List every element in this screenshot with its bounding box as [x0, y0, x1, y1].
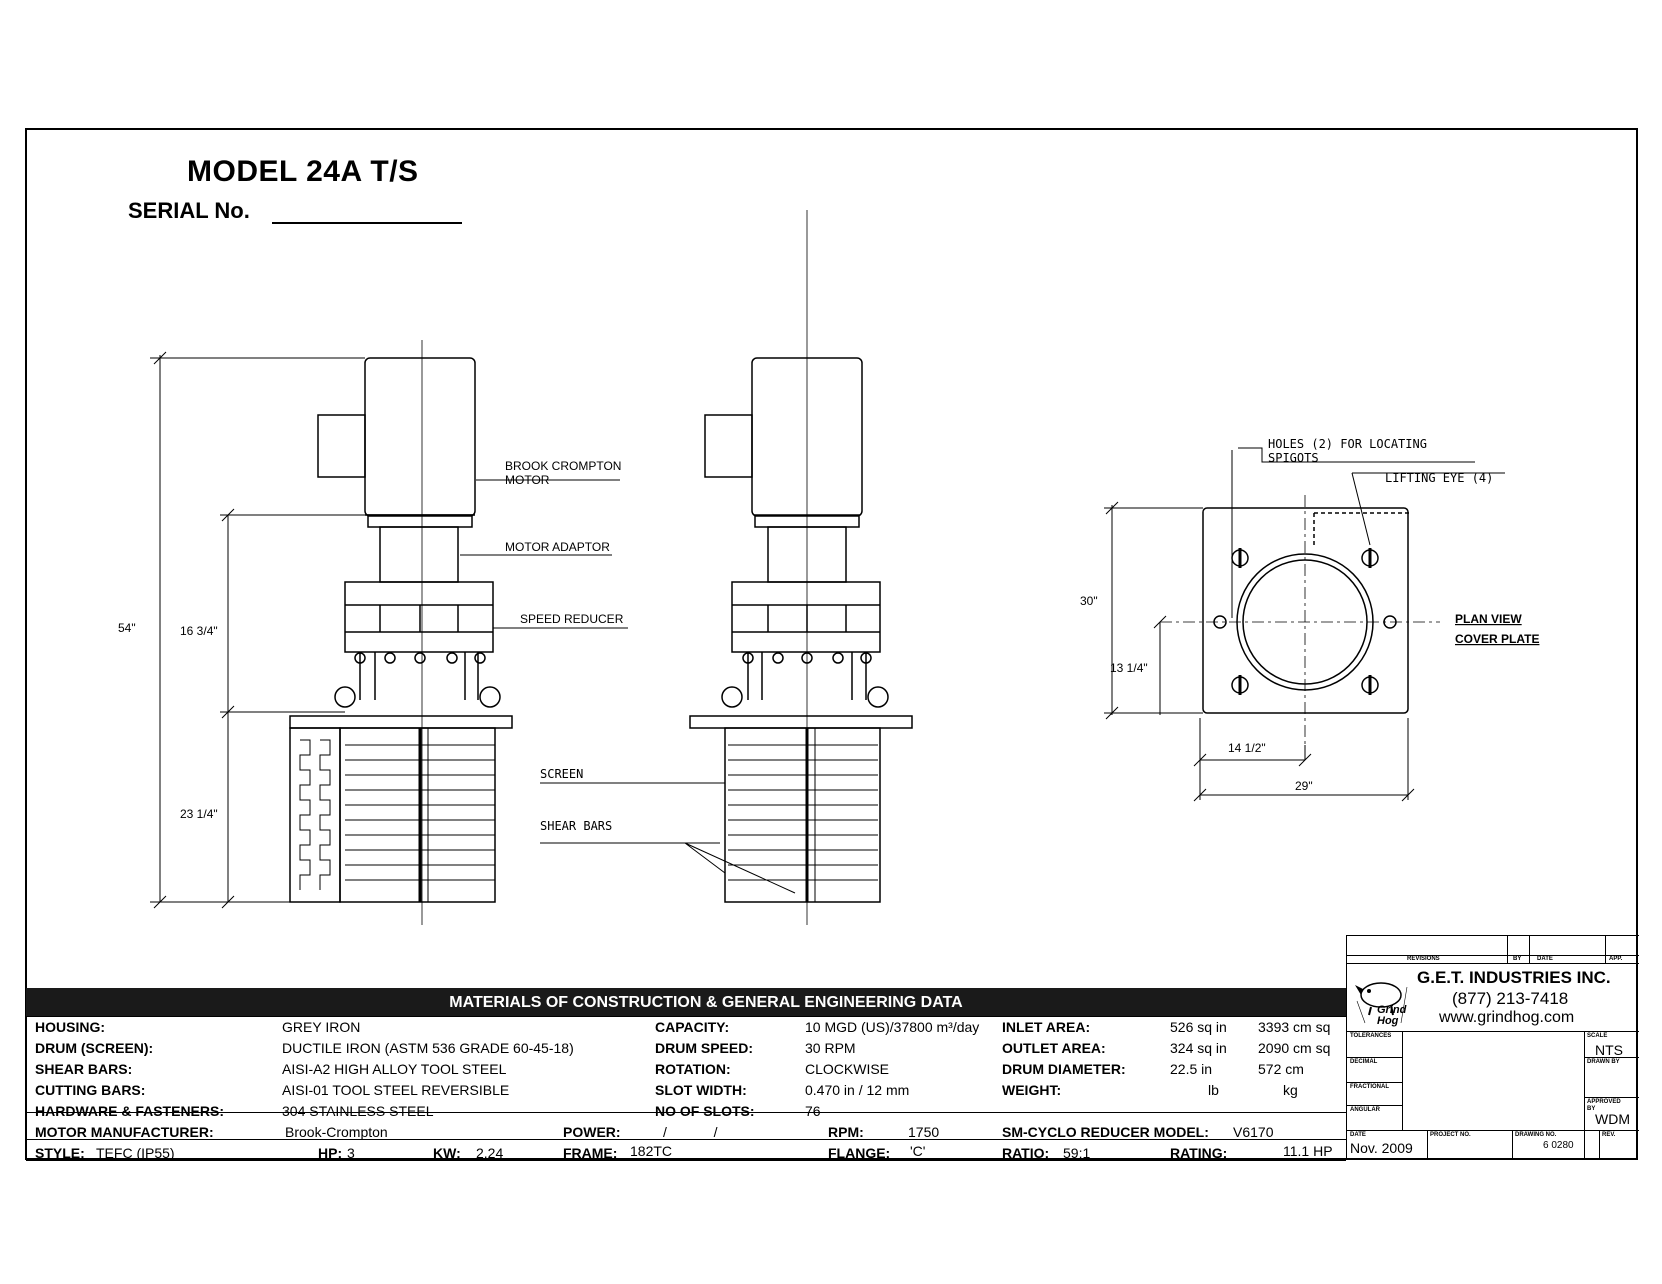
motor-manufacturer-label: MOTOR MANUFACTURER: — [35, 1124, 214, 1140]
row-outlet-label: OUTLET AREA: — [1002, 1040, 1106, 1056]
tb-date-label: DATE — [1350, 1132, 1366, 1138]
motor-kw-label: KW: — [433, 1145, 461, 1161]
tb-approved-value: WDM — [1595, 1111, 1630, 1127]
row-diameter-label: DRUM DIAMETER: — [1002, 1061, 1126, 1077]
left-cover-plate — [290, 716, 512, 728]
center-elevation-view — [690, 210, 912, 925]
note-lifting-eye: LIFTING EYE (4) — [1385, 471, 1494, 485]
tb-decimal: DECIMAL — [1350, 1059, 1378, 1065]
row-housing-label: HOUSING: — [35, 1019, 105, 1035]
motor-kw-value: 2.24 — [476, 1145, 504, 1161]
motor-flange-label: FLANGE: — [828, 1145, 891, 1161]
tb-scale-label: SCALE — [1587, 1033, 1608, 1039]
tb-rev-label: REV. — [1602, 1132, 1616, 1138]
row-outlet-cm: 2090 cm sq — [1258, 1040, 1331, 1056]
motor-power-label: POWER: — [563, 1124, 621, 1140]
row-weight-kg: kg — [1283, 1082, 1298, 1098]
tb-fractional: FRACTIONAL — [1350, 1084, 1389, 1090]
grindhog-logo — [1351, 967, 1415, 1031]
motor-rpm-label: RPM: — [828, 1124, 864, 1140]
tb-approved-label: APPROVED BY — [1587, 1099, 1621, 1112]
motor-power-value: ____ / _____ / _____ — [628, 1124, 761, 1140]
materials-header — [26, 988, 1346, 1016]
tb-rule — [1347, 1031, 1639, 1032]
row-weight-lb: lb — [1208, 1082, 1219, 1098]
serial-label: SERIAL No. — [128, 198, 250, 223]
logo-text: Grind Hog — [1377, 1004, 1407, 1027]
title-block — [1346, 935, 1638, 1160]
left-elevation-view — [290, 340, 512, 925]
motor-frame-value: 182TC — [630, 1143, 673, 1159]
row-slots-value: 76 — [805, 1103, 821, 1119]
dim-plan-height: 30" — [1080, 594, 1098, 608]
motor-flange-value: 'C' — [910, 1143, 926, 1159]
callout-motor-line2: MOTOR — [505, 473, 550, 487]
tb-rule — [1347, 963, 1639, 964]
row-shear-value: AISI-A2 HIGH ALLOY TOOL STEEL — [282, 1061, 507, 1077]
tb-date-head: DATE — [1537, 956, 1553, 962]
row-slot-width-value: 0.470 in / 12 mm — [805, 1082, 910, 1098]
left-speed-reducer — [345, 582, 493, 652]
callout-adaptor: MOTOR ADAPTOR — [505, 540, 610, 554]
row-diameter-cm: 572 cm — [1258, 1061, 1304, 1077]
tb-revisions: REVISIONS — [1407, 956, 1440, 962]
callout-motor-line1: BROOK CROMPTON — [505, 459, 622, 473]
plan-title-line1: PLAN VIEW — [1455, 612, 1522, 626]
row-housing-value: GREY IRON — [282, 1019, 361, 1035]
reducer-ratio-label: RATIO: — [1002, 1145, 1050, 1161]
tb-angular: ANGULAR — [1350, 1107, 1380, 1113]
reducer-model-value: V6170 — [1233, 1124, 1274, 1140]
left-motor-flange — [368, 515, 472, 527]
row-inlet-cm: 3393 cm sq — [1258, 1019, 1331, 1035]
left-motor-adaptor — [380, 527, 458, 582]
row-cutting-value: AISI-01 TOOL STEEL REVERSIBLE — [282, 1082, 510, 1098]
row-drum-value: DUCTILE IRON (ASTM 536 GRADE 60-45-18) — [282, 1040, 574, 1056]
company-name: G.E.T. INDUSTRIES INC. — [1417, 968, 1611, 987]
dim-lower-height: 23 1/4" — [180, 807, 218, 821]
row-capacity-label: CAPACITY: — [655, 1019, 730, 1035]
row-drum-label: DRUM (SCREEN): — [35, 1040, 154, 1056]
tb-drawing-value: 6 0280 — [1543, 1140, 1574, 1151]
row-capacity-value: 10 MGD (US)/37800 m³/day — [805, 1019, 980, 1035]
dimension-text — [118, 594, 1313, 821]
motor-frame-label: FRAME: — [563, 1145, 618, 1161]
tb-drawn-by-label: DRAWN BY — [1587, 1059, 1620, 1065]
row-outlet-in: 324 sq in — [1170, 1040, 1227, 1056]
tb-tolerances: TOLERANCES — [1350, 1033, 1392, 1039]
company-website[interactable]: www.grindhog.com — [1439, 1009, 1575, 1026]
row-drum-speed-label: DRUM SPEED: — [655, 1040, 754, 1056]
callout-screen: SCREEN — [540, 767, 584, 781]
reducer-rating-value: 11.1 HP — [1283, 1143, 1333, 1159]
row-inlet-in: 526 sq in — [1170, 1019, 1227, 1035]
table-rule — [26, 1139, 1346, 1140]
row-rotation-value: CLOCKWISE — [805, 1061, 890, 1077]
dim-plan-half-height: 13 1/4" — [1110, 661, 1148, 675]
row-rotation-label: ROTATION: — [655, 1061, 731, 1077]
model-title: MODEL 24A T/S — [187, 155, 419, 188]
tb-project-label: PROJECT NO. — [1430, 1132, 1471, 1138]
note-holes-line2: SPIGOTS — [1268, 451, 1319, 465]
row-cutting-label: CUTTING BARS: — [35, 1082, 146, 1098]
dim-plan-half-width: 14 1/2" — [1228, 741, 1266, 755]
row-shear-label: SHEAR BARS: — [35, 1061, 133, 1077]
left-motor-body — [365, 358, 475, 516]
note-holes-line1: HOLES (2) FOR LOCATING — [1268, 437, 1427, 451]
motor-style-label: STYLE: — [35, 1145, 85, 1161]
plan-dimension-lines — [1104, 448, 1505, 801]
motor-hp-value: 3 — [347, 1145, 355, 1161]
tb-by: BY — [1513, 956, 1522, 962]
dim-overall-height: 54" — [118, 621, 136, 635]
tb-drawing-label: DRAWING NO. — [1515, 1132, 1557, 1138]
motor-style-value: TEFC (IP55) — [96, 1145, 175, 1161]
left-lifting-eye — [335, 687, 355, 707]
left-drum-housing — [340, 728, 495, 902]
row-weight-label: WEIGHT: — [1002, 1082, 1062, 1098]
plan-view-cover-plate — [1160, 495, 1440, 760]
motor-manufacturer-value: Brook-Crompton — [285, 1124, 388, 1140]
plan-notes — [1268, 437, 1493, 485]
tb-rule — [1347, 935, 1639, 936]
row-inlet-label: INLET AREA: — [1002, 1019, 1091, 1035]
motor-rpm-value: 1750 — [908, 1124, 940, 1140]
callout-text — [505, 459, 624, 626]
reducer-ratio-value: 59:1 — [1063, 1145, 1091, 1161]
table-rule — [26, 1016, 1346, 1017]
row-slot-width-label: SLOT WIDTH: — [655, 1082, 747, 1098]
tb-scale-value: NTS — [1595, 1042, 1623, 1058]
plan-view-title — [1455, 612, 1539, 646]
right-lifting-eye — [480, 687, 500, 707]
tb-date-value: Nov. 2009 — [1350, 1140, 1413, 1156]
row-drum-speed-value: 30 RPM — [805, 1040, 856, 1056]
materials-title: MATERIALS OF CONSTRUCTION & GENERAL ENGINEERING DATA — [449, 994, 963, 1011]
callout-mono-text — [540, 767, 612, 833]
dim-plan-width: 29" — [1295, 779, 1313, 793]
row-hardware-label: HARDWARE & FASTENERS: — [35, 1103, 225, 1119]
dim-upper-height: 16 3/4" — [180, 624, 218, 638]
reducer-rating-label: RATING: — [1170, 1145, 1228, 1161]
plan-title-line2: COVER PLATE — [1455, 632, 1540, 646]
row-hardware-value: 304 STAINLESS STEEL — [282, 1103, 434, 1119]
table-rule — [26, 1160, 1346, 1161]
reducer-model-label: SM-CYCLO REDUCER MODEL: — [1002, 1124, 1209, 1140]
callout-shear-bars: SHEAR BARS — [540, 819, 613, 833]
left-motor-junction-box — [318, 415, 365, 477]
motor-hp-label: HP: — [318, 1145, 343, 1161]
row-slots-label: NO OF SLOTS: — [655, 1103, 755, 1119]
tb-rule — [1347, 955, 1639, 956]
tb-app: APP. — [1609, 956, 1623, 962]
row-diameter-in: 22.5 in — [1170, 1061, 1213, 1077]
left-cutter-stack — [290, 728, 340, 902]
company-phone: (877) 213-7418 — [1452, 989, 1569, 1008]
callout-reducer: SPEED REDUCER — [520, 612, 624, 626]
